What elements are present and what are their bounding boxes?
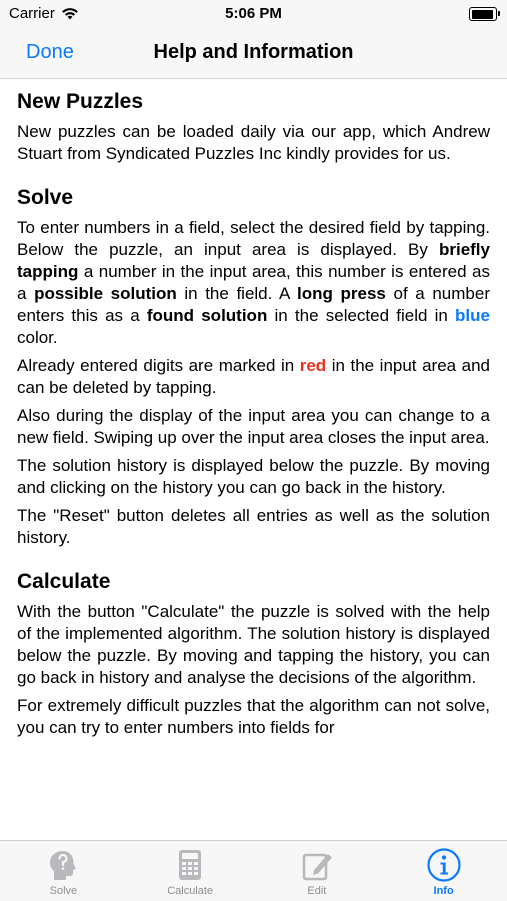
help-paragraph: [17, 505, 490, 549]
text-run: For extremely difficult puzzles that the algorithm can not solve, you can try to enter numbers into fields for: [17, 696, 490, 737]
head-icon: [45, 847, 81, 883]
text-run: color.: [17, 328, 58, 347]
tab-bar: [0, 840, 507, 901]
section-heading: New Puzzles: [17, 90, 144, 113]
bold-text: found solution: [146, 306, 268, 325]
bold-text: long press: [297, 284, 386, 303]
text-run: in the selected field in: [267, 306, 456, 325]
help-paragraph: [17, 695, 490, 739]
help-content-scroll-view[interactable]: [10, 79, 497, 841]
tab-info[interactable]: [380, 841, 507, 901]
help-paragraph: [17, 455, 490, 499]
status-time: 5:06 PM: [225, 5, 282, 22]
carrier-label: Carrier: [9, 5, 55, 22]
red-highlight-text: red: [299, 356, 327, 375]
tab-calculate-label: Calculate: [167, 885, 214, 897]
help-section: [17, 569, 490, 739]
edit-icon: [299, 847, 335, 883]
help-paragraph: [17, 601, 490, 689]
tab-edit-label: Edit: [307, 885, 327, 897]
bold-text: briefly tapping: [17, 240, 490, 281]
navigation-bar: [0, 30, 507, 79]
text-run: of a number enters this as a: [17, 284, 490, 325]
text-run: To enter numbers in a field, select the desired field by tapping. Below the puzzle, an input area is displayed. By: [17, 218, 490, 259]
help-paragraph: [17, 355, 490, 399]
bold-text: possible solution: [34, 284, 177, 303]
text-run: Also during the display of the input area you can change to a new field. Swiping up over the input area closes the input area.: [17, 406, 490, 447]
text-run: Already entered digits are marked in: [17, 356, 300, 375]
section-heading: Calculate: [17, 570, 111, 593]
help-paragraph: [17, 405, 490, 449]
text-run: The "Reset" button deletes all entries as well as the solution history.: [17, 506, 490, 547]
help-paragraph: [17, 121, 490, 165]
text-run: With the button "Calculate" the puzzle is solved with the help of the implemented algorithm. The solution history is displayed below the puzzle. By moving and tapping the history, you can go back in history and analyse the decisions of the algorithm.: [17, 602, 490, 687]
section-heading: Solve: [17, 186, 74, 209]
help-content: [10, 79, 497, 739]
status-bar: [0, 0, 507, 30]
info-icon: [426, 847, 462, 883]
help-section: [17, 89, 490, 165]
text-run: in the input area and can be deleted by tapping.: [17, 356, 491, 397]
tab-solve-label: Solve: [49, 885, 78, 897]
blue-highlight-text: blue: [455, 306, 490, 325]
help-paragraph: [17, 217, 490, 349]
calculator-icon: [172, 847, 208, 883]
help-section: [17, 185, 490, 549]
text-run: New puzzles can be loaded daily via our app, which Andrew Stuart from Syndicated Puzzles Inc kindly provides for us.: [17, 122, 490, 163]
text-run: a number in the input area, this number is entered as a: [17, 262, 490, 303]
page-title: Help and Information: [153, 41, 354, 63]
tab-info-label: Info: [433, 885, 454, 897]
tab-edit[interactable]: [254, 841, 381, 901]
battery-level-fill: [472, 10, 493, 19]
done-button[interactable]: Done: [26, 41, 74, 63]
text-run: The solution history is displayed below the puzzle. By moving and clicking on the history you can go back in the history.: [17, 456, 490, 497]
battery-tip: [498, 11, 500, 16]
battery-icon: [469, 7, 497, 21]
text-run: in the field. A: [176, 284, 298, 303]
tab-solve[interactable]: [0, 841, 127, 901]
tab-calculate[interactable]: [127, 841, 254, 901]
